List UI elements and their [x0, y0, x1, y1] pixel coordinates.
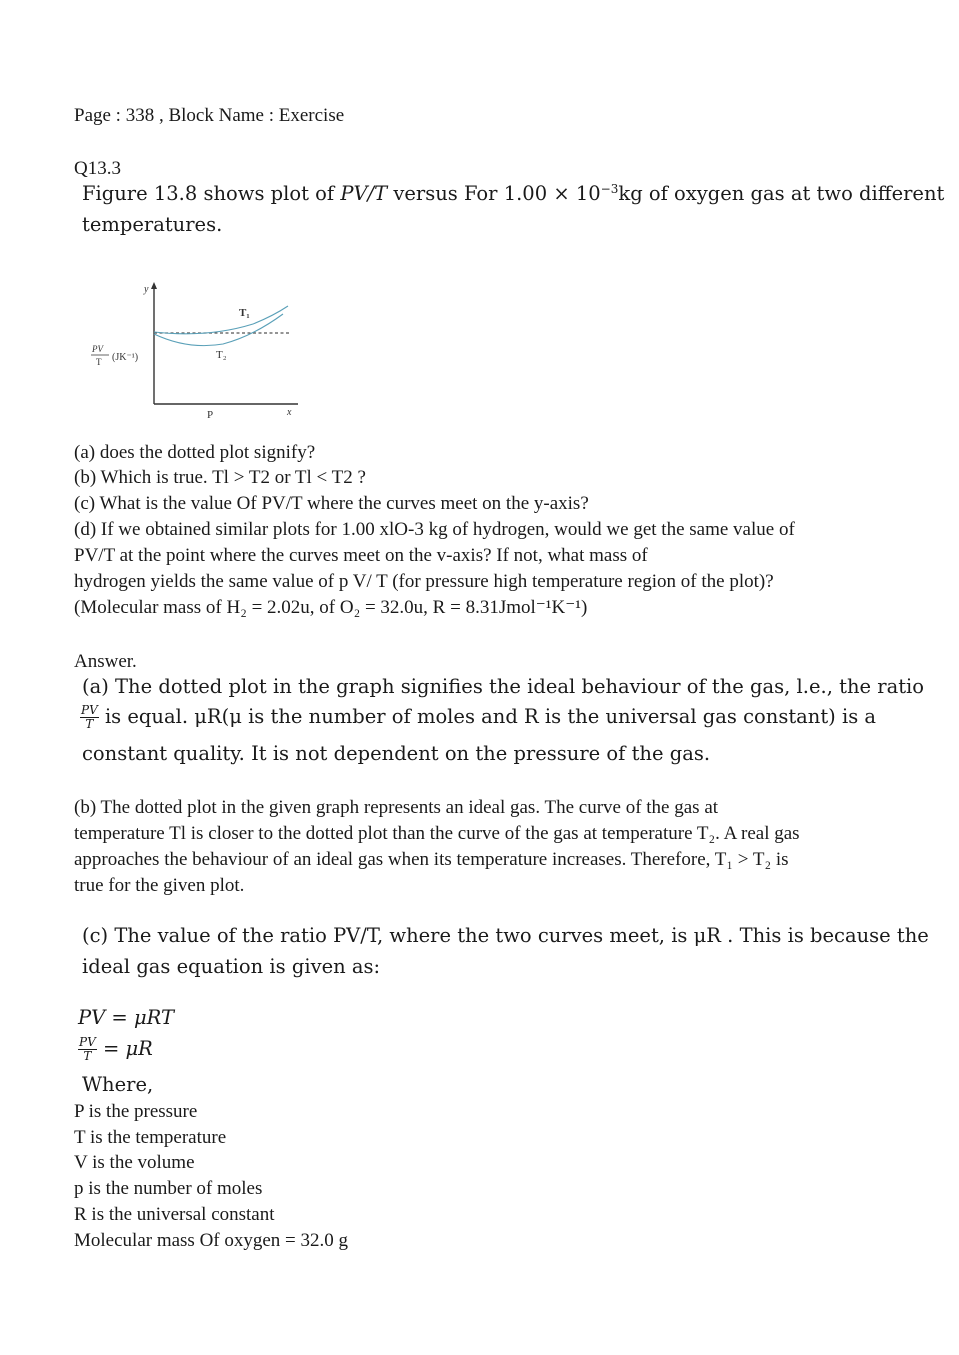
answer-b-line-2: temperature Tl is closer to the dotted plot than the curve of the gas at temperature T₂. A real gas — [74, 823, 800, 844]
definition-moles: p is the number of moles — [74, 1178, 263, 1199]
part-a: (a) does the dotted plot signify? — [74, 442, 316, 463]
pv-over-t-fraction-2 — [78, 1036, 97, 1063]
intro-pvt: PV/T — [340, 182, 388, 205]
question-intro-line-1 — [82, 182, 944, 206]
frac-numerator: PV — [81, 703, 98, 717]
definition-temperature: T is the temperature — [74, 1127, 227, 1148]
intro-exponent: −3 — [600, 182, 619, 196]
y-label-den: T — [96, 357, 102, 367]
equation-1: PV = μRT — [78, 1006, 174, 1029]
pv-over-t-fraction — [80, 704, 99, 731]
part-c: (c) What is the value Of PV/T where the curves meet on the y-axis? — [74, 493, 589, 514]
answer-a-line-2 — [80, 704, 876, 731]
intro-text-b: versus For 1.00 × 10 — [387, 182, 601, 205]
intro-text-c: kg of oxygen gas at two different — [618, 182, 945, 205]
y-label-num: PV — [92, 344, 103, 354]
answer-b-line-4: true for the given plot. — [74, 875, 245, 896]
definition-molecular-mass: Molecular mass Of oxygen = 32.0 g — [74, 1230, 349, 1251]
part-d-line-4: (Molecular mass of H₂ = 2.02u, of O₂ = 32.0u, R = 8.31Jmol⁻¹K⁻¹) — [74, 597, 588, 618]
answer-a-line-3: constant quality. It is not dependent on the pressure of the gas. — [82, 742, 711, 765]
equation-2-rhs: = μR — [96, 1037, 153, 1060]
part-d-line-3: hydrogen yields the same value of p V/ T (for pressure high temperature region of the plot)? — [74, 571, 774, 592]
page-header: Page : 338 , Block Name : Exercise — [74, 105, 345, 126]
frac2-numerator: PV — [79, 1035, 96, 1049]
answer-heading: Answer. — [74, 651, 137, 672]
question-number: Q13.3 — [74, 158, 121, 179]
answer-b-line-3: approaches the behaviour of an ideal gas when its temperature increases. Therefore, T₁ > T₂ is — [74, 849, 789, 870]
y-axis-letter: y — [144, 284, 149, 295]
definition-gas-constant: R is the universal constant — [74, 1204, 275, 1225]
question-intro-line-2: temperatures. — [82, 213, 223, 236]
answer-c-line-2: ideal gas equation is given as: — [82, 955, 381, 978]
x-axis-label: P — [207, 409, 214, 421]
definition-volume: V is the volume — [74, 1152, 195, 1173]
pv-t-plot-figure — [88, 278, 308, 428]
equation-2 — [78, 1036, 153, 1063]
curve-t2 — [154, 314, 283, 346]
frac-denominator: T — [85, 717, 94, 731]
x-axis-letter: x — [287, 407, 292, 418]
frac2-denominator: T — [83, 1049, 92, 1063]
y-axis-arrow — [151, 282, 157, 289]
answer-a-line-2-text: is equal. μR(μ is the number of moles and R is the universal gas constant) is a — [98, 705, 877, 728]
definition-pressure: P is the pressure — [74, 1101, 198, 1122]
curve-t1-label: T₁ — [239, 307, 250, 319]
curve-t1 — [154, 306, 288, 334]
part-d-line-1: (d) If we obtained similar plots for 1.00 xlO-3 kg of hydrogen, would we get the same value of — [74, 519, 795, 540]
answer-b-line-1: (b) The dotted plot in the given graph represents an ideal gas. The curve of the gas at — [74, 797, 719, 818]
answer-a-line-1: (a) The dotted plot in the graph signifies the ideal behaviour of the gas, l.e., the ratio — [82, 675, 925, 698]
part-d-line-2: PV/T at the point where the curves meet on the v-axis? If not, what mass of — [74, 545, 648, 566]
part-b: (b) Which is true. Tl > T2 or Tl < T2 ? — [74, 467, 366, 488]
curve-t2-label: T₂ — [216, 349, 227, 361]
answer-c-line-1: (c) The value of the ratio PV/T, where the two curves meet, is μR . This is because the — [82, 924, 929, 947]
y-label-unit: (JK⁻¹) — [112, 352, 139, 363]
where-label: Where, — [82, 1073, 154, 1096]
intro-text-a: Figure 13.8 shows plot of — [82, 182, 341, 205]
